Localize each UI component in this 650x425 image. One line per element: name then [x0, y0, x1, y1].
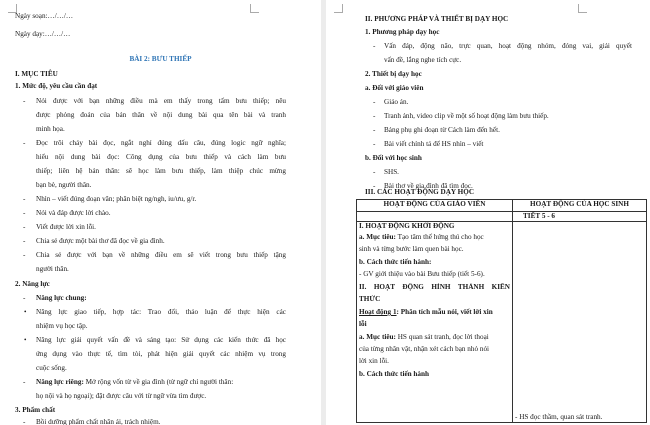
activity-1-label: Hoạt động 1 [359, 308, 397, 316]
dash-bullet: - [373, 98, 376, 106]
activities-table [356, 199, 647, 423]
competence-line: nhiệm vụ học tập. [36, 322, 88, 330]
document-page-left [0, 0, 321, 425]
method-label: b. Cách thức tiến hành [359, 370, 430, 378]
objective-line: được phỏng đoán của bản thân về nội dung bài qua tên bài và tranh [36, 111, 286, 119]
objective-line: bạn bè, người thân. [36, 181, 92, 189]
specific-competence-text: Mở rộng vốn từ về gia đình (từ ngữ chỉ người thân: [83, 378, 234, 386]
date-prepared: Ngày soạn:…/…/… [15, 12, 74, 20]
round-bullet: • [24, 308, 27, 316]
table-line [359, 333, 510, 342]
specific-competence-line: họ nội và họ ngoại); đặt được câu với từ ngữ vừa tìm được. [36, 392, 207, 400]
dash-bullet: - [373, 42, 376, 50]
dash-bullet: - [23, 209, 26, 217]
table-row [357, 222, 647, 423]
lesson-title: BÀI 2: BƯU THIẾP [129, 55, 192, 63]
teacher-item: Giáo án. [384, 98, 409, 106]
dash-bullet: - [373, 168, 376, 176]
teacher-heading: a. Đối với giáo viên [365, 84, 424, 92]
period-label: TIẾT 5 - 6 [513, 212, 647, 222]
section-heading: III. CÁC HOẠT ĐỘNG DẠY HỌC [365, 188, 475, 196]
competence-line: cuộc sống. [36, 364, 67, 372]
dash-bullet: - [23, 139, 26, 147]
objective-line: Nói và đáp được lời chào. [36, 209, 111, 217]
table-line [359, 233, 510, 242]
dash-bullet: - [373, 112, 376, 120]
general-competence-label: Năng lực chung: [36, 294, 87, 302]
quality-line: Bồi dưỡng phẩm chất nhân ái, trách nhiệm. [36, 418, 161, 425]
student-heading: b. Đối với học sinh [365, 154, 422, 162]
activity-heading: THỨC [359, 295, 381, 303]
objective-line: Chia sẻ được với bạn về những điều em sẽ viết trong bưu thiếp tặng [36, 251, 286, 259]
table-line: - GV giới thiệu vào bài Bưu thiếp (tiết 5-6). [359, 270, 485, 278]
competence-line: Năng lực giải quyết vấn đề và sáng tạo: Sử dụng các kiến thức đã học [36, 336, 286, 344]
teacher-activity-cell [357, 222, 513, 423]
goal-text: Tạo tâm thế hứng thú cho học [395, 233, 484, 241]
table-line: lỗi [359, 320, 367, 328]
table-line: sinh và từng bước làm quen bài học. [359, 245, 464, 253]
subsection-heading: 3. Phẩm chất [15, 406, 56, 414]
crop-mark [250, 4, 259, 13]
objective-line: người thân. [36, 265, 69, 273]
crop-mark [334, 4, 343, 13]
crop-mark [578, 4, 587, 13]
date-taught: Ngày dạy:…/…/… [15, 30, 71, 38]
goal-text: HS quan sát tranh, đọc lời thoại [395, 333, 489, 341]
subsection-heading: 1. Mức độ, yêu cầu cần đạt [15, 82, 98, 90]
student-item: SHS. [384, 168, 399, 176]
objective-line: Chia sẻ được một bài thơ đã đọc về gia đình. [36, 237, 165, 245]
method-label: b. Cách thức tiến hành: [359, 258, 432, 266]
dash-bullet: - [23, 418, 26, 425]
subsection-heading: 2. Năng lực [15, 280, 50, 288]
activity-1-title: : Phân tích mẫu nói, viết lời xin [396, 308, 493, 316]
round-bullet: • [24, 336, 27, 344]
column-header-teacher: HOẠT ĐỘNG CỦA GIÁO VIÊN [357, 200, 513, 212]
dash-bullet: - [373, 140, 376, 148]
method-line: Vấn đáp, động não, trực quan, hoạt động nhóm, đóng vai, giải quyết [384, 42, 632, 50]
specific-competence-line [36, 378, 233, 387]
objective-line: Nhìn – viết đúng đoạn văn; phân biệt ng/ngh, iu/ưu, g/r. [36, 195, 197, 203]
objective-line: Đọc trôi chảy bài đọc, ngắt nghỉ đúng dấu câu, đúng logic ngữ nghĩa; [36, 139, 286, 147]
dash-bullet: - [373, 182, 376, 190]
table-line: lời xin lỗi. [359, 357, 389, 365]
goal-label: a. Mục tiêu: [359, 233, 396, 241]
dash-bullet: - [23, 195, 26, 203]
student-item: Bài thơ về gia đình đã tìm đọc. [384, 182, 473, 190]
competence-line: Năng lực giao tiếp, hợp tác: Trao đổi, thảo luận để thực hiện các [36, 308, 286, 316]
objective-line: Nói được với bạn những điều mà em thấy trong tấm bưu thiếp; nêu [36, 97, 286, 105]
objective-line: hiểu nội dung bài đọc: Công dụng của bưu thiếp và cách làm bưu [36, 153, 286, 161]
subsection-heading: 2. Thiết bị dạy học [365, 70, 422, 78]
student-activity-cell [513, 222, 647, 423]
dash-bullet: - [23, 237, 26, 245]
objective-line: minh họa. [36, 125, 65, 133]
dash-bullet: - [23, 223, 26, 231]
teacher-item: Tranh ảnh, video clip về một số hoạt động làm bưu thiếp. [384, 112, 549, 120]
dash-bullet: - [373, 126, 376, 134]
dash-bullet: - [23, 97, 26, 105]
teacher-item: Bài viết chính tả để HS nhìn – viết [384, 140, 484, 148]
teacher-item: Bảng phụ ghi đoạn từ Cách làm đến hết. [384, 126, 500, 134]
table-header-row [357, 200, 647, 212]
dash-bullet: - [23, 251, 26, 259]
method-line: vấn đề, lắng nghe tích cực. [384, 56, 462, 64]
specific-competence-label: Năng lực riêng: [36, 378, 84, 386]
section-heading: II. PHƯƠNG PHÁP VÀ THIẾT BỊ DẠY HỌC [365, 15, 509, 23]
objective-line: thiếp; liên hệ bản thân: sẽ học làm bưu thiếp, làm thiệp chúc mừng [36, 167, 286, 175]
activity-heading: II. HOẠT ĐỘNG HÌNH THÀNH KIẾN [359, 283, 510, 291]
column-header-student: HOẠT ĐỘNG CỦA HỌC SINH [513, 200, 647, 212]
period-row [357, 212, 647, 222]
activity-heading: I. HOẠT ĐỘNG KHỞI ĐỘNG [359, 222, 455, 230]
subsection-heading: 1. Phương pháp dạy học [365, 28, 440, 36]
table-line: của từng nhân vật, nhận xét cách bạn nhỏ nói [359, 345, 490, 353]
table-line [359, 308, 510, 317]
document-page-right [326, 0, 650, 425]
section-heading: I. MỤC TIÊU [15, 70, 58, 78]
dash-bullet: - [23, 294, 26, 302]
competence-line: ứng dụng vào thực tế, tìm tòi, phát hiện giải quyết các nhiệm vụ trong [36, 350, 286, 358]
student-activity-line: - HS đọc thầm, quan sát tranh. [515, 413, 603, 421]
objective-line: Viết được lời xin lỗi. [36, 223, 96, 231]
dash-bullet: - [23, 378, 26, 386]
goal-label: a. Mục tiêu: [359, 333, 396, 341]
